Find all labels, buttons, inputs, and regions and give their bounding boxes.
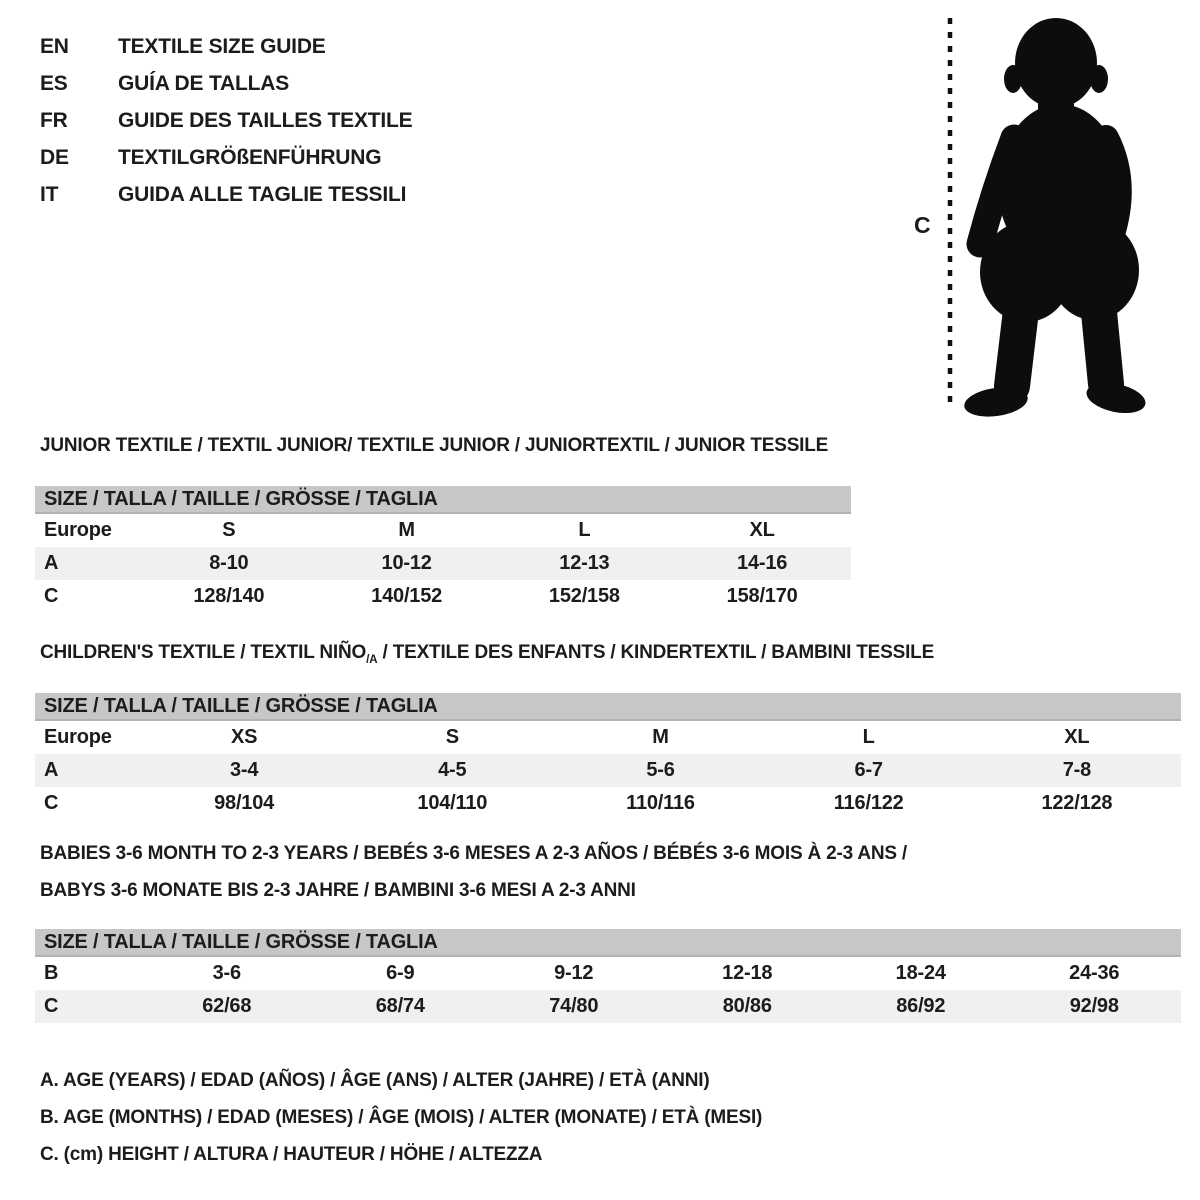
language-title: GUIDE DES TAILLES TEXTILE (118, 109, 413, 132)
size-cell: 92/98 (1069, 995, 1119, 1017)
toddler-figure-area (900, 6, 1152, 422)
language-title: GUÍA DE TALLAS (118, 72, 290, 95)
size-cell: 62/68 (202, 995, 252, 1017)
language-row (40, 176, 412, 213)
section-title-line: CHILDREN'S TEXTILE / TEXTIL $NIÑO_{/A}$ / TEXTILE DES ENFANTS / KINDERTEXTIL / BAMBINI TESSILE (40, 642, 935, 666)
legend-line: B. AGE (MONTHS) / EDAD (MESES) / ÂGE (MOIS) / ALTER (MONATE) / ETÀ (MESI) (40, 1107, 763, 1128)
size-cell: 116/122 (833, 792, 904, 814)
row-label: Europe (44, 519, 112, 541)
size-cell: 3-6 (212, 962, 241, 984)
size-cell: 86/92 (896, 995, 946, 1017)
language-code: EN (40, 35, 69, 58)
toddler-silhouette-icon (962, 18, 1148, 420)
legend (40, 1062, 762, 1173)
language-title: GUIDA ALLE TAGLIE TESSILI (118, 183, 407, 206)
row-label: A (44, 759, 59, 781)
size-cell: 80/86 (722, 995, 772, 1017)
row-label: B (44, 962, 59, 984)
size-cell: 4-5 (438, 759, 467, 781)
language-code: DE (40, 146, 69, 169)
size-cell: 74/80 (549, 995, 599, 1017)
height-measure-label: C (914, 212, 931, 238)
size-cell: 10-12 (381, 552, 432, 574)
size-cell: L (862, 726, 875, 748)
language-title: TEXTILE SIZE GUIDE (118, 35, 326, 58)
section-title-line: BABYS 3-6 MONATE BIS 2-3 JAHRE / BAMBINI 3-6 MESI A 2-3 ANNI (40, 880, 636, 901)
table-row (35, 580, 851, 613)
row-label: C (44, 585, 59, 607)
table-row (35, 514, 851, 547)
size-table (35, 693, 1181, 820)
size-cell: L (578, 519, 591, 541)
language-code: FR (40, 109, 68, 132)
section-title-line: BABIES 3-6 MONTH TO 2-3 YEARS / BEBÉS 3-6 MESES A 2-3 AÑOS / BÉBÉS 3-6 MOIS À 2-3 ANS / (40, 843, 908, 864)
size-cell: 14-16 (737, 552, 788, 574)
size-table (35, 929, 1181, 1023)
table-row (35, 547, 851, 580)
section-title (40, 835, 907, 909)
size-cell: XL (1064, 726, 1090, 748)
row-label: C (44, 995, 59, 1017)
section-title (40, 427, 828, 464)
size-cell: 104/110 (417, 792, 488, 814)
size-cell: 110/116 (626, 792, 695, 814)
size-cell: XS (230, 726, 258, 748)
section-title-line: JUNIOR TEXTILE / TEXTIL JUNIOR/ TEXTILE JUNIOR / JUNIORTEXTIL / JUNIOR TESSILE (40, 435, 829, 456)
size-cell: 7-8 (1062, 759, 1092, 781)
size-cell: 9-12 (554, 962, 594, 984)
size-cell: 12-18 (722, 962, 773, 984)
table-row (35, 990, 1181, 1023)
size-cell: 5-6 (646, 759, 675, 781)
row-label: Europe (44, 726, 112, 748)
size-cell: 98/104 (214, 792, 275, 814)
row-label: A (44, 552, 59, 574)
size-table-header: SIZE / TALLA / TAILLE / GRÖSSE / TAGLIA (35, 486, 851, 514)
language-code: IT (40, 183, 59, 206)
language-title: TEXTILGRÖßENFÜHRUNG (118, 146, 382, 169)
size-cell: 12-13 (559, 552, 610, 574)
size-cell: 122/128 (1041, 792, 1113, 814)
table-row (35, 721, 1181, 754)
language-code: ES (40, 72, 68, 95)
size-cell: S (222, 519, 236, 541)
size-cell: 140/152 (371, 585, 443, 607)
language-row (40, 102, 412, 139)
language-title-list (40, 28, 412, 213)
size-cell: 128/140 (193, 585, 265, 607)
section-title (40, 634, 934, 678)
table-row (35, 957, 1181, 990)
row-label: C (44, 792, 59, 814)
size-cell: 152/158 (548, 585, 620, 607)
size-cell: 6-7 (854, 759, 883, 781)
size-cell: 158/170 (726, 585, 798, 607)
legend-line: A. AGE (YEARS) / EDAD (AÑOS) / ÂGE (ANS) / ALTER (JAHRE) / ETÀ (ANNI) (40, 1070, 710, 1091)
size-cell: 18-24 (895, 962, 946, 984)
language-row (40, 139, 412, 176)
size-table-header: SIZE / TALLA / TAILLE / GRÖSSE / TAGLIA (35, 693, 1181, 721)
size-cell: 6-9 (386, 962, 415, 984)
toddler-silhouette-graphic (900, 6, 1152, 422)
size-cell: XL (749, 519, 775, 541)
table-row (35, 787, 1181, 820)
size-table-header: SIZE / TALLA / TAILLE / GRÖSSE / TAGLIA (35, 929, 1181, 957)
legend-line: C. (cm) HEIGHT / ALTURA / HAUTEUR / HÖHE / ALTEZZA (40, 1144, 543, 1165)
size-cell: M (398, 519, 415, 541)
size-cell: 8-10 (209, 552, 249, 574)
size-cell: M (652, 726, 669, 748)
language-row (40, 28, 412, 65)
table-row (35, 754, 1181, 787)
size-table (35, 486, 851, 613)
size-cell: 68/74 (375, 995, 425, 1017)
language-row (40, 65, 412, 102)
size-cell: 24-36 (1069, 962, 1120, 984)
size-cell: S (445, 726, 459, 748)
size-cell: 3-4 (229, 759, 259, 781)
